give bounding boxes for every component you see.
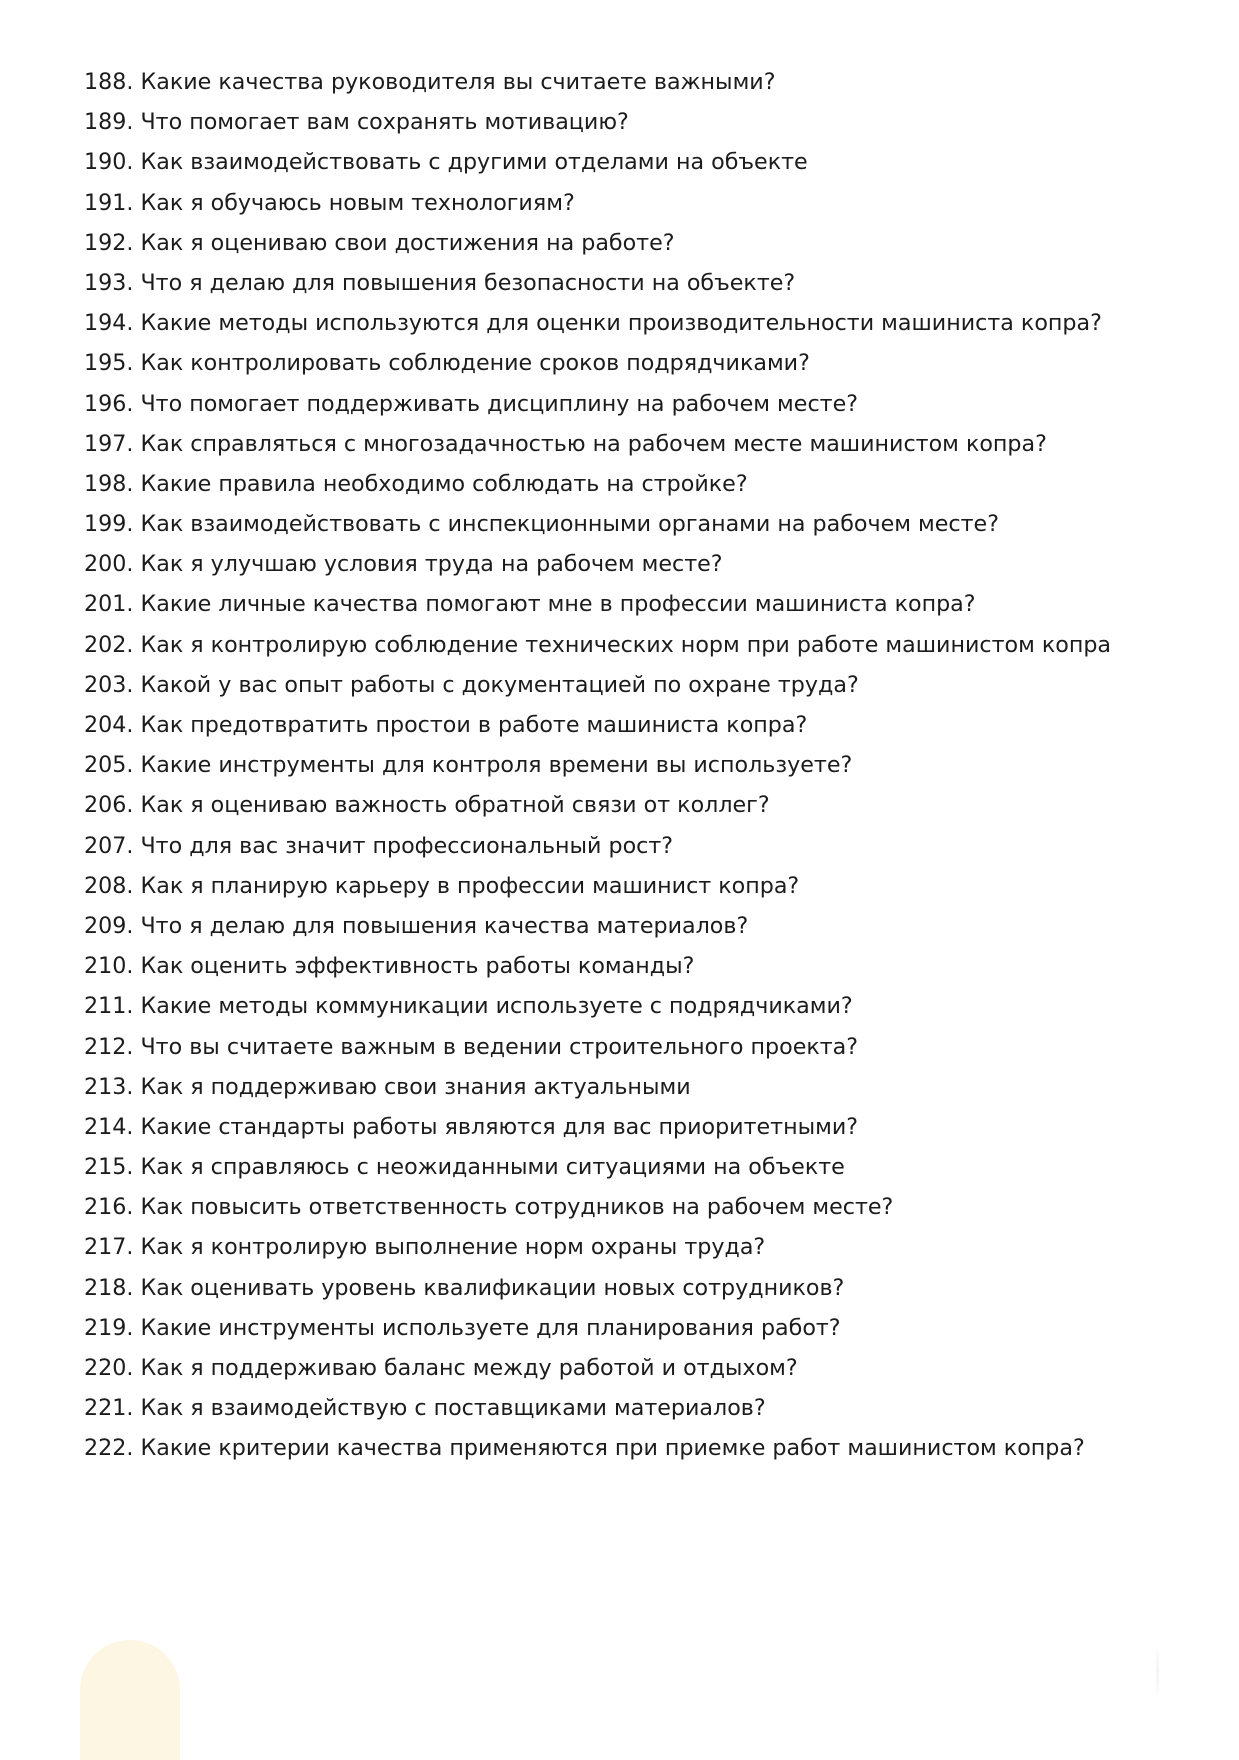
question-number: 213.: [84, 1073, 134, 1100]
question-text: Как повысить ответственность сотрудников на рабочем месте?: [140, 1194, 894, 1221]
question-item: [84, 866, 1194, 906]
question-item: [84, 263, 1194, 303]
question-number: 218.: [84, 1274, 134, 1301]
question-text: Какие личные качества помогают мне в профессии машиниста копра?: [140, 591, 976, 618]
question-text: Как я поддерживаю свои знания актуальными: [140, 1073, 691, 1100]
question-text: Какие инструменты используете для планирования работ?: [140, 1314, 841, 1341]
question-number: 221.: [84, 1395, 134, 1422]
question-text: Что помогает поддерживать дисциплину на рабочем месте?: [140, 390, 858, 417]
question-text: Как я справляюсь с неожиданными ситуациями на объекте: [140, 1154, 845, 1181]
question-text: Как контролировать соблюдение сроков подрядчиками?: [140, 350, 810, 377]
question-number: 189.: [84, 109, 134, 136]
question-number: 197.: [84, 430, 134, 457]
question-number: 203.: [84, 671, 134, 698]
question-item: [84, 183, 1194, 223]
question-text: Какие инструменты для контроля времени вы используете?: [140, 752, 853, 779]
question-item: [84, 625, 1194, 665]
question-text: Как я улучшаю условия труда на рабочем месте?: [140, 551, 723, 578]
question-item: [84, 1268, 1194, 1308]
question-text: Как я планирую карьеру в профессии машинист копра?: [140, 872, 800, 899]
question-number: 219.: [84, 1314, 134, 1341]
question-number: 217.: [84, 1234, 134, 1261]
decorative-edge-mark: [1156, 1642, 1159, 1702]
question-text: Какие правила необходимо соблюдать на стройке?: [140, 470, 748, 497]
question-item: [84, 584, 1194, 624]
question-number: 200.: [84, 551, 134, 578]
question-item: [84, 1348, 1194, 1388]
question-number: 193.: [84, 269, 134, 296]
question-number: 210.: [84, 953, 134, 980]
question-text: Что помогает вам сохранять мотивацию?: [140, 109, 629, 136]
question-item: [84, 1227, 1194, 1267]
question-number: 202.: [84, 631, 134, 658]
question-number: 205.: [84, 752, 134, 779]
question-number: 209.: [84, 912, 134, 939]
question-text: Что я делаю для повышения качества материалов?: [140, 912, 749, 939]
question-list: [84, 62, 1194, 1469]
question-number: 208.: [84, 872, 134, 899]
question-item: [84, 705, 1194, 745]
question-number: 216.: [84, 1194, 134, 1221]
question-text: Какие методы коммуникации используете с подрядчиками?: [140, 993, 853, 1020]
question-text: Что вы считаете важным в ведении строительного проекта?: [140, 1033, 859, 1060]
question-number: 222.: [84, 1435, 134, 1462]
question-number: 215.: [84, 1154, 134, 1181]
question-item: [84, 142, 1194, 182]
question-number: 195.: [84, 350, 134, 377]
question-text: Как я обучаюсь новым технологиям?: [140, 189, 575, 216]
question-item: [84, 1067, 1194, 1107]
question-number: 190.: [84, 149, 134, 176]
question-text: Какие критерии качества применяются при приемке работ машинистом копра?: [140, 1435, 1085, 1462]
question-text: Как оценить эффективность работы команды?: [140, 953, 695, 980]
decorative-corner-shape: [80, 1640, 180, 1760]
question-item: [84, 1187, 1194, 1227]
question-item: [84, 745, 1194, 785]
question-item: [84, 986, 1194, 1026]
question-text: Как я поддерживаю баланс между работой и отдыхом?: [140, 1355, 798, 1381]
question-text: Какие стандарты работы являются для вас приоритетными?: [140, 1113, 859, 1140]
question-text: Как справляться с многозадачностью на рабочем месте машинистом копра?: [140, 430, 1047, 457]
question-item: [84, 1428, 1194, 1468]
question-text: Как я оцениваю свои достижения на работе?: [140, 229, 675, 256]
question-number: 211.: [84, 993, 134, 1020]
question-text: Как я контролирую выполнение норм охраны труда?: [140, 1234, 766, 1261]
question-number: 199.: [84, 511, 134, 538]
question-item: [84, 424, 1194, 464]
question-item: [84, 946, 1194, 986]
question-text: Как оценивать уровень квалификации новых сотрудников?: [140, 1274, 845, 1301]
question-item: [84, 665, 1194, 705]
question-number: 214.: [84, 1113, 134, 1140]
question-number: 201.: [84, 591, 134, 618]
question-item: [84, 1107, 1194, 1147]
question-item: [84, 544, 1194, 584]
question-number: 204.: [84, 712, 134, 738]
question-item: [84, 504, 1194, 544]
question-number: 194.: [84, 310, 134, 337]
question-item: [84, 1308, 1194, 1348]
question-item: [84, 303, 1194, 343]
question-text: Как взаимодействовать с инспекционными органами на рабочем месте?: [140, 511, 999, 538]
question-text: Что я делаю для повышения безопасности на объекте?: [140, 269, 796, 296]
question-text: Как предотвратить простои в работе машиниста копра?: [140, 712, 808, 738]
question-text: Как я оцениваю важность обратной связи от коллег?: [140, 792, 770, 819]
question-number: 220.: [84, 1355, 134, 1381]
question-text: Какой у вас опыт работы с документацией по охране труда?: [140, 671, 859, 698]
question-number: 207.: [84, 832, 134, 859]
question-item: [84, 1027, 1194, 1067]
question-number: 206.: [84, 792, 134, 819]
question-number: 188.: [84, 69, 134, 95]
question-item: [84, 62, 1194, 102]
question-number: 198.: [84, 470, 134, 497]
question-item: [84, 464, 1194, 504]
question-item: [84, 384, 1194, 424]
question-item: [84, 1388, 1194, 1428]
question-text: Какие качества руководителя вы считаете важными?: [140, 69, 776, 95]
question-item: [84, 826, 1194, 866]
question-number: 196.: [84, 390, 134, 417]
question-item: [84, 1147, 1194, 1187]
question-text: Какие методы используются для оценки производительности машиниста копра?: [140, 310, 1102, 337]
question-number: 192.: [84, 229, 134, 256]
question-text: Как я взаимодействую с поставщиками материалов?: [140, 1395, 766, 1422]
question-text: Как я контролирую соблюдение технических норм при работе машинистом копра: [140, 631, 1112, 658]
question-number: 191.: [84, 189, 134, 216]
question-item: [84, 906, 1194, 946]
question-text: Как взаимодействовать с другими отделами на объекте: [140, 149, 808, 176]
question-item: [84, 102, 1194, 142]
question-item: [84, 785, 1194, 825]
question-item: [84, 343, 1194, 383]
question-number: 212.: [84, 1033, 134, 1060]
question-item: [84, 223, 1194, 263]
question-text: Что для вас значит профессиональный рост?: [140, 832, 674, 859]
